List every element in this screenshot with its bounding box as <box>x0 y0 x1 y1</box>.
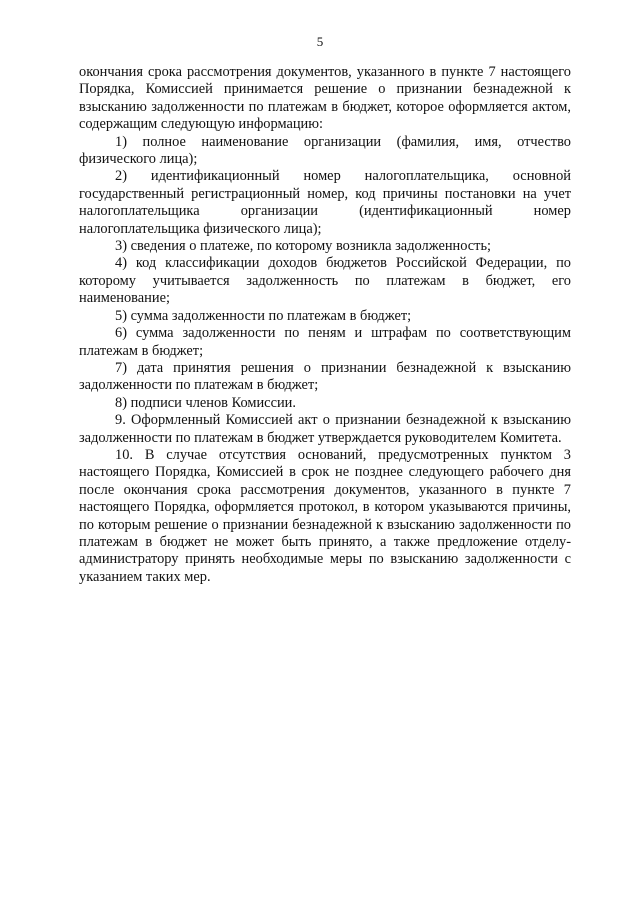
list-item-3: 3) сведения о платеже, по которому возникла задолженность; <box>115 238 492 255</box>
list-item-7: 7) дата принятия решения о признании безнадежной к взысканию задолженности по платежам в бюджет; <box>79 359 571 394</box>
page-number: 5 <box>316 34 324 49</box>
list-item-6: 6) сумма задолженности по пеням и штрафам по соответствующим платежам в бюджет; <box>79 325 571 359</box>
list-item-2: 2) идентификационный номер налогоплательщика, основной государственный регистрационный номер, код причины постановки на учет налогоплательщика организации (идентификационный номер налогоплательщика физического лица); <box>79 168 571 237</box>
list-item-4: 4) код классификации доходов бюджетов Российской Федерации, по которому учитывается задолженность по платежам в бюджет, его наименование; <box>79 255 571 307</box>
document-body <box>79 64 571 586</box>
clause-9: 9. Оформленный Комиссией акт о признании безнадежной к взысканию задолженности по платежам в бюджет утверждается руководителем Комитета. <box>79 412 571 446</box>
list-item-8: 8) подписи членов Комиссии. <box>115 394 296 411</box>
list-item-1: 1) полное наименование организации (фамилия, имя, отчество физического лица); <box>79 133 571 168</box>
list-item-5: 5) сумма задолженности по платежам в бюджет; <box>115 307 412 324</box>
clause-10: 10. В случае отсутствия оснований, предусмотренных пунктом 3 настоящего Порядка, Комиссией в срок не позднее следующего рабочего дня после окончания срока рассмотрения документов, указанного в пункте 7 настоящего Порядка, оформляется протокол, в котором указываются причины, по которым решение о признании безнадежной к взысканию задолженности по платежам в бюджет не может быть принято, а также предложение отделу-администратору принять необходимые меры по взысканию задолженности с указанием таких мер. <box>79 446 571 585</box>
paragraph-continuation: окончания срока рассмотрения документов, указанного в пункте 7 настоящего Порядка, Комиссией принимается решение о признании безнадежной к взысканию задолженности по платежам в бюджет, которое оформляется актом, содержащим следующую информацию: <box>79 64 571 133</box>
